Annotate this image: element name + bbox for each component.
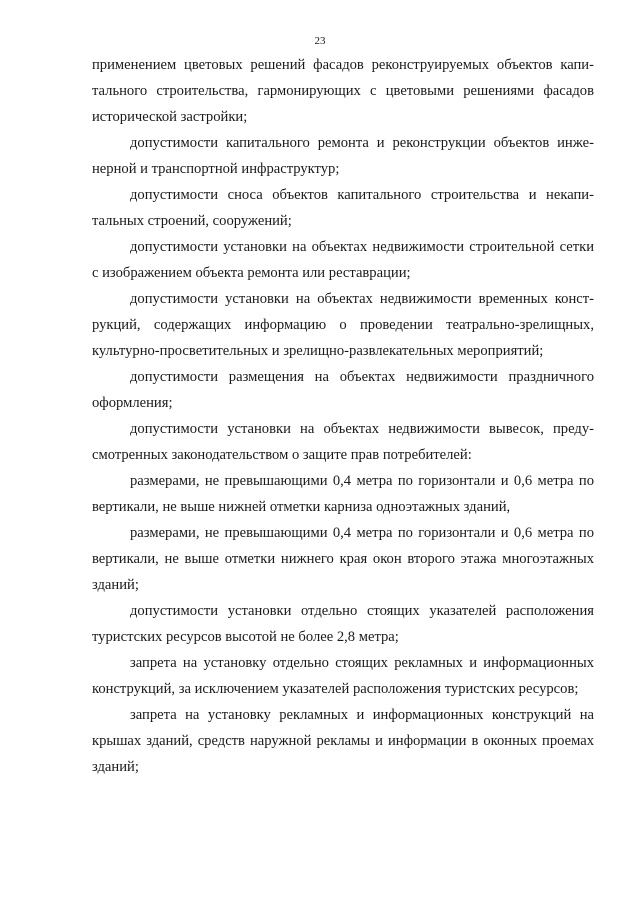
paragraph-3: допустимости сноса объектов капитального строительства и некапитальных строений, сооружений; [92,187,594,229]
paragraph-5: допустимости установки на объектах недвижимости временных конструкций, содержащих информацию о проведении театрально-зрелищных, культурно-просветительных и зрелищно-развлекательных мероприятий; [92,291,594,359]
paragraph-2: допустимости капитального ремонта и реконструкции объектов инженерной и транспортной инфраструктур; [92,135,594,177]
paragraph-12: запрета на установку рекламных и информационных конструкций на крышах зданий, средств наружной рекламы и информации в оконных проемах зданий; [92,707,594,775]
paragraph-10: допустимости установки отдельно стоящих указателей расположения туристских ресурсов высотой не более 2,8 метра; [92,603,594,645]
paragraph-1: применением цветовых решений фасадов реконструируемых объектов капитального строительства, гармонирующих с цветовыми решениями фасадов исторической застройки; [92,57,594,125]
paragraph-9: размерами, не превышающими 0,4 метра по горизонтали и 0,6 метра по вертикали, не выше отметки нижнего края окон второго этажа многоэтажных зданий; [92,525,594,593]
paragraph-6: допустимости размещения на объектах недвижимости праздничного оформления; [92,369,594,411]
document-body [92,52,594,780]
page-number: 23 [314,35,326,47]
paragraph-11: запрета на установку отдельно стоящих рекламных и информационных конструкций, за исключением указателей расположения туристских ресурсов; [92,655,594,697]
paragraph-7: допустимости установки на объектах недвижимости вывесок, предусмотренных законодательством о защите прав потребителей: [92,421,594,463]
paragraph-4: допустимости установки на объектах недвижимости строительной сетки с изображением объекта ремонта или реставрации; [92,239,594,281]
paragraph-8: размерами, не превышающими 0,4 метра по горизонтали и 0,6 метра по вертикали, не выше нижней отметки карниза одноэтажных зданий, [92,473,594,515]
